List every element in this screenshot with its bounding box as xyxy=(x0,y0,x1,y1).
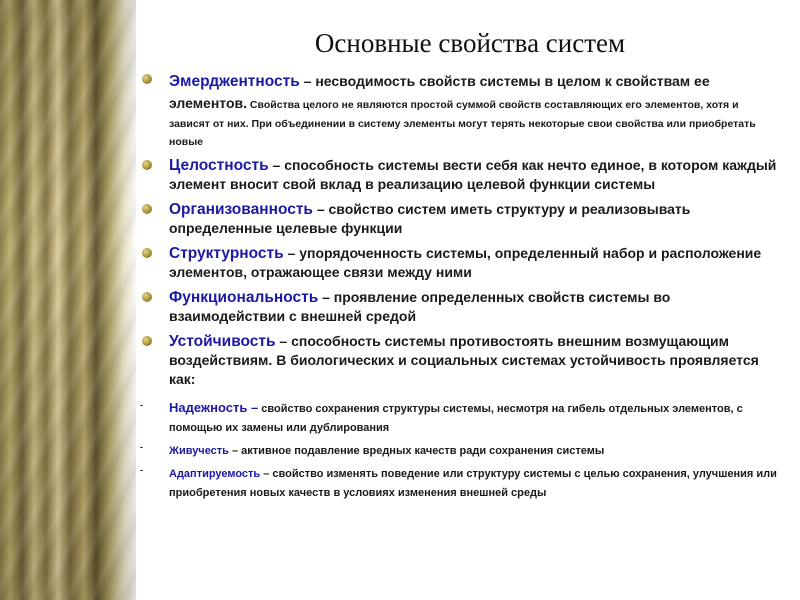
sub-description: свойство сохранения структуры системы, несмотря на гибель отдельных элементов, с помощью их замены или дублирования xyxy=(169,403,743,434)
slide-title: Основные свойства систем xyxy=(314,28,626,58)
sub-item-reliability xyxy=(140,399,780,437)
bullet-icon xyxy=(142,74,152,84)
sub-item-survivability xyxy=(140,441,780,460)
term-reliability: Надежность – xyxy=(169,400,259,415)
list-item-structure xyxy=(140,244,780,282)
term-description: – свойство систем иметь структуру и реализовывать определенные целевые функции xyxy=(169,201,691,236)
term-description: – способность системы противостоять внешним возмущающим воздействиям. В биологических и социальных системах устойчивость проявляется как: xyxy=(169,333,759,387)
term-description: – упорядоченность системы, определенный набор и расположение элементов, отражающее связи между ними xyxy=(169,245,762,280)
list-item-emergence xyxy=(140,70,780,150)
term-description: – несводимость свойств системы в целом к свойствам ее элементов. xyxy=(169,73,710,111)
list-item-stability xyxy=(140,332,780,389)
sub-description: – активное подавление вредных качеств ради сохранения системы xyxy=(228,445,605,457)
term-adaptability: Адаптируемость xyxy=(169,468,261,480)
dash-marker: - xyxy=(140,442,143,452)
list-item-integrity xyxy=(140,156,780,194)
term-organization: Организованность xyxy=(169,201,313,218)
term-integrity: Целостность xyxy=(169,157,269,174)
list-item-functionality xyxy=(140,288,780,326)
dash-marker: - xyxy=(140,465,143,475)
term-description: – способность системы вести себя как нечто единое, в котором каждый элемент вносит свой вклад в реализацию целевой функции системы xyxy=(169,157,777,192)
bullet-icon xyxy=(142,160,152,170)
term-stability: Устойчивость xyxy=(169,333,276,350)
bullet-icon xyxy=(142,248,152,258)
list-item-organization xyxy=(140,200,780,238)
sub-item-adaptability xyxy=(140,464,780,502)
term-description: – проявление определенных свойств системы во взаимодействии с внешней средой xyxy=(169,289,671,324)
dash-marker: - xyxy=(140,400,143,410)
term-emergence: Эмерджентность xyxy=(169,73,300,90)
term-functionality: Функциональность xyxy=(169,289,319,306)
curtain-decoration xyxy=(0,0,136,600)
term-survivability: Живучесть xyxy=(169,445,229,457)
slide-content xyxy=(140,70,780,502)
bullet-icon xyxy=(142,292,152,302)
bullet-icon xyxy=(142,336,152,346)
sub-description: – свойство изменять поведение или структуру системы с целью сохранения, улучшения или приобретения новых качеств в условиях изменения внешней среды xyxy=(169,468,777,499)
bullet-icon xyxy=(142,204,152,214)
term-description-detail: Свойства целого не являются простой суммой свойств составляющих его элементов, хотя и зависят от них. При объединении в систему элементы могут терять некоторые свои свойства или приобретать новые xyxy=(169,99,756,148)
term-structure: Структурность xyxy=(169,245,284,262)
